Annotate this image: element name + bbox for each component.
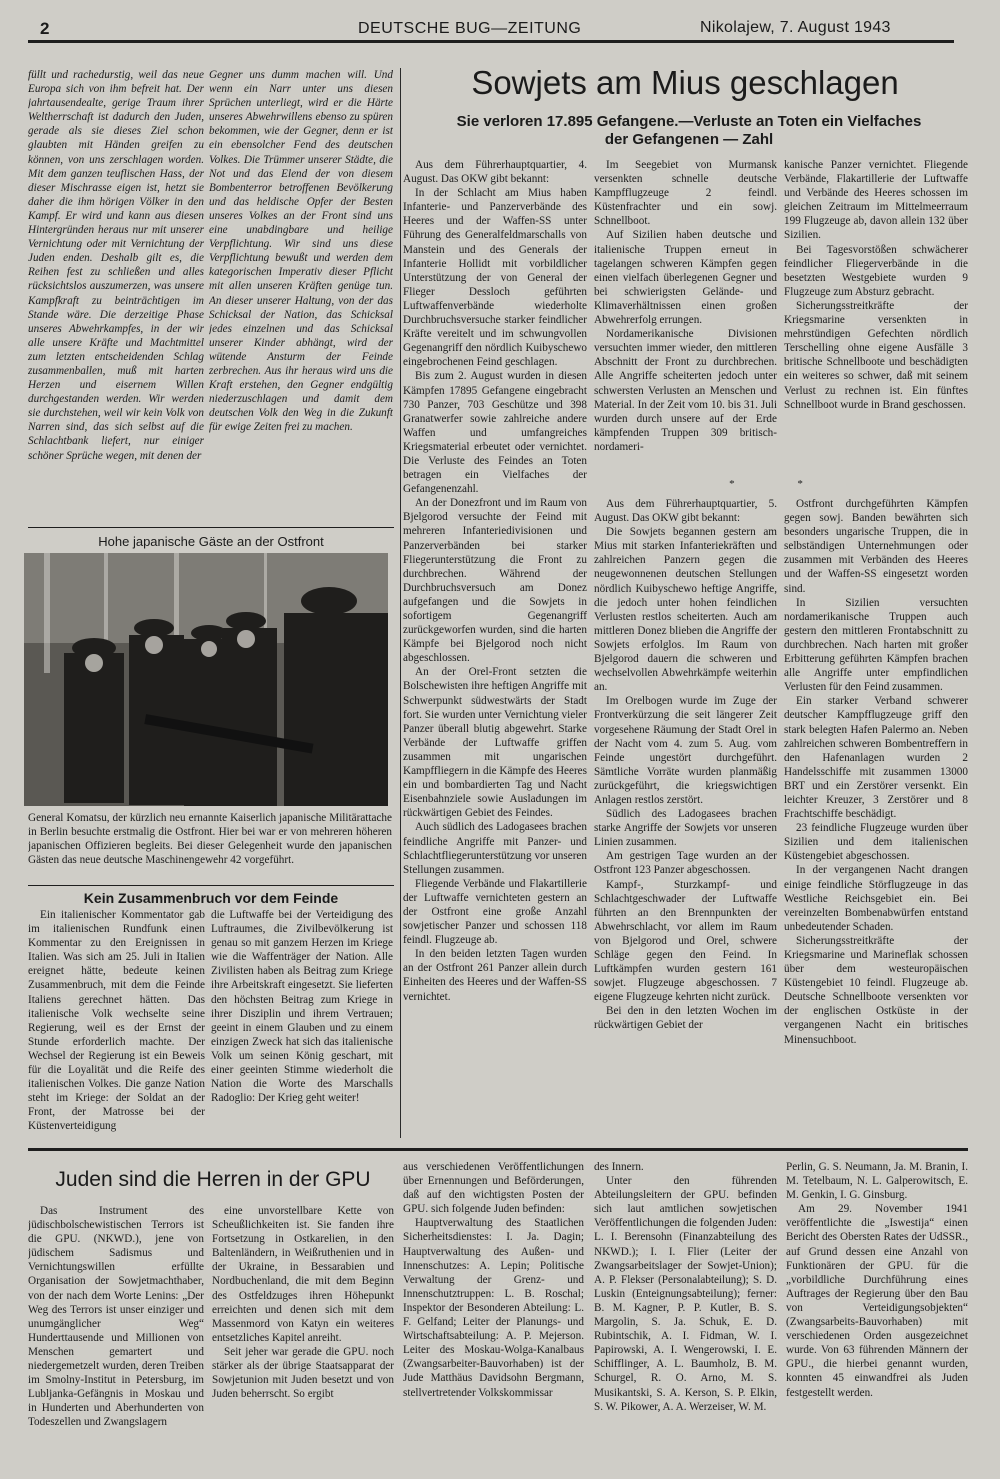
section-rule: [28, 1148, 968, 1151]
editorial-column-2: Gegner uns dumm machen will. Und wenn ein Narr unter uns diesen Sprüchen unterliegt, wird er die Härte unseres Abwehrwillens ebenso zu spüren bekommen, wie der Gegner, denn er ist ein ebensolcher Fend des deutschen Volkes. Die Trümmer unserer Städte, die Not und das Elend der von diesem Bombenterror betroffenen Bevölkerung und das heldische Opfer der Besten unseres Volkes an der Front sind uns eine unabdingbare und heilige Verpflichtung. Wir sind uns diese Verpflichtung bewußt und werden dem kategorischen Imperativ dieser Pflicht mit allen unseren Kräften genüge tun. An dieser unserer Haltung, von der das Schicksal der Nation, das Schicksal jedes einzelnen und das Schicksal unserer Kinder abhängt, wird der wütende Ansturm der Feinde zerbrechen. Aus ihr heraus wird uns die Kraft erstehen, den Gegner endgültig niederzuschlagen und damit dem deutschen Volk den Weg in die Zukunft für ewige Zeiten frei zu machen.: [209, 69, 393, 434]
paragraph: Perlin, G. S. Neumann, Ja. M. Branin, I. M. Tetelbaum, N. L. Galperowitsch, E. M. Genkin, I. G. Ginsburg.: [786, 1161, 968, 1202]
masthead-title: DEUTSCHE BUG—ZEITUNG: [358, 20, 582, 37]
mius-subhead-2: der Gefangenen — Zahl: [604, 131, 774, 148]
paragraph: An der Orel-Front setzten die Bolschewisten ihre heftigen Angriffe mit Schwerpunkt südwestwärts der Stadt fort. Sie wurden unter Vernichtung vieler Panzer überall blutig abgewehrt. Starke Verbände der Luftwaffe griffen zusammen mit ungarischen Kampffliegern in die Kämpfe des Heeres ein und bombardierten Tag und Nacht Eisenbahnziele sowie Ausladungen im rückwärtigen Gebiet des Feindes.: [403, 666, 587, 820]
paragraph: Kampf-, Sturzkampf- und Schlachtgeschwader der Luftwaffe führten an den Brennpunkten der Abwehrschlacht, vor allem im Raum von Bjelgorod und Orel, schwere Schläge gegen den Feind. In Luftkämpfen wurden gestern 161 sowjet. Flugzeuge abgeschossen. 7 eigene Flugzeuge kehrten nicht zurück.: [594, 878, 777, 1004]
column-divider: [400, 68, 401, 1138]
gpu-column-2: [212, 1204, 394, 1469]
page-number: 2: [40, 19, 50, 38]
paragraph: In Sizilien versuchten nordamerikanische Truppen auch gestern den mittleren Frontabschnitt zu durchbrechen. Nach harten mit großer Erbitterung geführten Kämpfen brachen alle Angriffe unter empfindlichen Verlusten für den Feind zusammen.: [784, 596, 968, 694]
paragraph: Fliegende Verbände und Flakartillerie der Luftwaffe vernichteten gestern an der Ostfront eine große Anzahl sowjetischer Panzer und schossen 118 feindl. Flugzeuge ab.: [403, 877, 587, 947]
paragraph: Auch südlich des Ladogasees brachen feindliche Angriffe mit Panzer- und Schlachtfliegerunterstützung vor unseren Stellungen zusammen.: [403, 821, 587, 876]
paragraph: Ostfront durchgeführten Kämpfen gegen sowj. Banden bewährten sich besonders ungarische Truppen, die in selbständigen Unternehmungen oder zusammen mit Verbänden des Heeres und der Waffen-SS eingesetzt worden sind.: [784, 498, 968, 595]
paragraph: Südlich des Ladogasees brachen starke Angriffe der Sowjets vor unseren Linien zusammen.: [594, 808, 777, 849]
paragraph: Bis zum 2. August wurden in diesen Kämpfen 17895 Gefangene eingebracht 730 Panzer, 703 Geschütze und 398 Granatwerfer sowie zahlreiche andere Waffen und umfangreiches Kriegsmaterial erbeutet oder vernichtet. Die Verluste des Feindes an Toten betragen ein Vielfaches der Gefangenenzahl.: [403, 370, 587, 496]
paragraph: kanische Panzer vernichtet. Fliegende Verbände, Flakartillerie der Luftwaffe und Verbände des Heeres schossen im gleichen Zeitraum im Mittelmeerraum 199 Flugzeuge ab, davon allein 132 über Sizilien.: [784, 159, 968, 242]
mius-column-c-bottom: [784, 497, 968, 1141]
paragraph: Am gestrigen Tage wurden an der Ostfront 123 Panzer abgeschossen.: [594, 850, 777, 877]
kein-headline: Kein Zusammenbruch vor dem Feinde: [83, 890, 339, 906]
paragraph: Bei den in den letzten Wochen im rückwärtigen Gebiet der: [594, 1005, 777, 1032]
kein-column-b: die Luftwaffe bei der Verteidigung des Luftraumes, die Zivilbevölkerung ist genau so mit ganzem Herzen im Kriege wie die Waffenträger der Nation. Alle Zivilisten haben als Beitrag zum Kriege ihre Arbeitskraft eingesetzt. Sie lieferten den höchsten Beitrag zum Kriege in ihrer Disziplin und ihrem Vertrauen; geeint in einem Glauben und zu einem einzigen Zweck hat sich das italienische Volk um seinen König geschart, mit einer geeinten Stimme wiederholt die Nation die Worte des Marschalls Radoglio: Der Krieg geht weiter!: [211, 909, 393, 1105]
gpu-column-5: [786, 1160, 968, 1469]
paragraph: Das Instrument des jüdischbolschewistischen Terrors ist die GPU. (NKWD.), jene von jüdischem Sadismus und Vernichtungswillen erfüllte Organisation der Sowjetmachthaber, von der nach dem Worte Lenins: „Der Weg des Terrors ist unser einziger und unumgänglicher Weg“ Hunderttausende und Millionen von Menschen gemartert und niedergemetzelt wurden, deren Treiben im Smolny-Institut in Petersburg, im Lubljanka-Gefängnis in Moskau und in Hunderten und Aberhunderten von Todeszellen und Zwangslagern: [28, 1205, 204, 1429]
paragraph: An der Donezfront und im Raum von Bjelgorod versuchte der Feind mit mehreren Infanteriedivisionen und Panzerverbänden bei starker Fliegerunterstützung die Front zu durchbrechen. Während der Durchbruchsversuch am Donez aufgefangen und die Sowjets in sofortigem Gegenangriff zurückgeworfen wurden, sind die harten Kämpfe bei Bjelgorod noch nicht abgeschlossen.: [403, 497, 587, 665]
paragraph: Im Seegebiet von Murmansk versenkten schnelle deutsche Kampfflugzeuge 2 feindl. Küstenfrachter und ein sowj. Schnellboot.: [594, 159, 777, 228]
mius-subhead-1: Sie verloren 17.895 Gefangene.—Verluste an Toten ein Vielfaches: [456, 113, 922, 130]
paragraph: Hauptverwaltung des Staatlichen Sicherheitsdienstes: I. Ja. Dagin; Hauptverwaltung des Außen- und Innenschutzes: A. Lepin; Politische Verwaltung der Grenz- und Innenschutztruppen: L. B. Roschal; Inspektor der Besonderen Abteilung: L. F. Gelfand; Leiter der Planungs- und Wirtschaftsabteilung: A. P. Mejerson. Leiter des Moskau-Wolga-Kanalbaus (Zwangsarbeiter-Bauvorhaben) ist der Jude Matthäus Davidsohn Bergmann, stellvertretender Volkskommissar: [403, 1217, 584, 1399]
gpu-column-1: [28, 1204, 204, 1469]
paragraph: 23 feindliche Flugzeuge wurden über Sizilien und dem italienischen Küstengebiet abgeschossen.: [784, 822, 968, 863]
paragraph: Ein starker Verband schwerer deutscher Kampfflugzeuge griff den stark belegten Hafen Palermo an. Neben zahlreichen schweren Bombentreffern in den Hafenanlagen wurden 2 Handelsschiffe mit zusammen 13000 BRT und ein Zerstörer versenkt. Ein leichter Kreuzer, 3 Zerstörer und 8 Frachtschiffe beschädigt.: [784, 695, 968, 821]
paragraph: Nordamerikanische Divisionen versuchten immer wieder, den mittleren Abschnitt der Front zu durchbrechen. Alle Angriffe scheiterten jedoch unter schwersten Verlusten an Menschen und Material. In der Zeit vom 10. bis 31. Juli wurden durch unsere auf der Erde kämpfenden Truppen 309 britisch-nordameri-: [594, 328, 777, 453]
photo-caption: General Komatsu, der kürzlich neu ernannte Kaiserlich japanische Militärattache in Berlin besuchte erstmalig die Ostfront. Hier bei war er von mehreren höheren japanischen Offizieren begleits. Bei dieser Gelegenheit wurde den japanischen Gästen das neue deutsche Maschinengewehr 42 vorgeführt.: [28, 812, 392, 866]
photo-title: Hohe japanische Gäste an der Ostfront: [98, 534, 324, 549]
kein-top-rule: [28, 885, 394, 886]
paragraph: Auf Sizilien haben deutsche und italienische Truppen erneut in tagelangen schweren Kämpfen gegen einen vielfach überlegenen Gegner und bei schwierigsten Gelände- und Klimaverhältnissen einen großen Abwehrerfolg errungen.: [594, 229, 777, 327]
paragraph: In der Schlacht am Mius haben Infanterie- und Panzerverbände des Heeres und der Waffen-SS unter Führung des Generalfeldmarschalls von Manstein und des Generals der Infanterie Hollidt mit vorbildlicher Unterstützung der von General der Flieger Dessloch geführten Luftwaffenverbände wiederholte Durchbruchsversuche starker feindlicher Kräfte vereitelt und im schwungvollen Gegenangriff den nördlich Kuibyschewo eingebrochenen Feind geschlagen.: [403, 187, 587, 369]
paragraph: Am 29. November 1941 veröffentlichte die „Iswestija“ einen Bericht des Obersten Rates der UdSSR., auf Grund dessen eine Anzahl von Funktionären der GPU. für die „vorbildliche Durchführung eines Auftrages der Regierung über den Bau von Verteidigungsobjekten“ (Zwangsarbeits-Bauvorhaben) mit verschiedenen Orden ausgezeichnet wurde. Von 63 führenden Männern der GPU., die hierbei genannt wurden, konnten 45 einwandfrei als Juden festgestellt werden.: [786, 1203, 968, 1399]
paragraph: In den beiden letzten Tagen wurden an der Ostfront 261 Panzer allein durch Einheiten des Heeres und der Waffen-SS vernichtet.: [403, 948, 587, 1003]
masthead-rule: [28, 40, 954, 43]
gpu-headline: Juden sind die Herren in der GPU: [55, 1168, 371, 1191]
paragraph: In der vergangenen Nacht drangen einige feindliche Störflugzeuge in das Westliche Reichsgebiet ein. Bei vereinzelten Bombenabwürfen entstand unbedeutender Schaden.: [784, 864, 968, 933]
paragraph: Sicherungsstreitkräfte der Kriegsmarine versenkten in mehrstündigen Gefechten nördlich Terschelling ohne eigene Ausfälle 3 britische Schnellboote und beschädigten ein weiteres so schwer, daß mit seinem Verlust zu rechnen ist. Ein fünftes Schnellboot wurde in Brand geschossen.: [784, 299, 968, 411]
masthead-dateline: Nikolajew, 7. August 1943: [700, 19, 891, 36]
bulletin-separator: * *: [729, 478, 833, 490]
gpu-column-4: [594, 1160, 777, 1469]
mius-headline: Sowjets am Mius geschlagen: [471, 64, 899, 101]
paragraph: Sicherungsstreitkräfte der Kriegsmarine und Marineflak schossen über dem westeuropäischen Küstengebiet 10 feindl. Flugzeuge ab. Deutsche Schnellboote versenkten vor der englischen Ostküste in der vergangenen Nacht ein britisches Minensuchboot.: [784, 934, 968, 1046]
officers-photo-icon: [24, 553, 388, 806]
mius-column-b-top: [594, 158, 777, 470]
paragraph: Aus dem Führerhauptquartier, 5. August. Das OKW gibt bekannt:: [594, 498, 777, 525]
paragraph: aus verschiedenen Veröffentlichungen über Ernennungen und Beförderungen, daß auf den wichtigsten Posten der GPU. sich folgende Juden befinden:: [403, 1161, 584, 1216]
paragraph: des Innern.: [594, 1161, 644, 1173]
paragraph: Seit jeher war gerade die GPU. noch stärker als der übrige Staatsapparat der Sowjetunion mit Juden besetzt und von Juden beherrscht. So ergibt: [212, 1345, 394, 1401]
photo-top-rule: [28, 527, 394, 528]
paragraph: Unter den führenden Abteilungsleitern der GPU. befinden sich laut amtlichen sowjetischen Veröffentlichungen die folgenden Juden: L. I. Berensohn (Finanzabteilung des NKWD.); I. I. Flier (Leiter der Zwangsarbeitslager der Sowjet-Union); A. P. Flekser (Personalabteilung); S. D. Luskin (Enteignungsabteilung); ferner: B. M. Kagner, P. P. Kutler, B. S. Margolin, S. Ja. Schuk, E. D. Rubintschik, A. I. Fidman, W. I. Papirowski, A. I. Wengerowski, I. E. Schifflinger, A. L. Baumholz, B. M. Schurgel, R. O. Arno, M. S. Musikantski, S. A. Kerson, S. P. Elkin, S. W. Pikower, A. A. Werzeiser, W. M.: [594, 1175, 777, 1413]
paragraph: Die Sowjets begannen gestern am Mius mit starken Infanteriekräften und zahlreichen Panzern gegen die neugewonnenen deutschen Stellungen nördlich Kuibyschewo heftige Angriffe, die jedoch unter hohen feindlichen Verlusten restlos scheiterten. Auch am mittleren Donez blieben die Angriffe der Sowjets erfolglos. Im Raum von Bjelgorod dauern die schweren und wechselvollen Abwehrkämpfe weiterhin an.: [594, 526, 777, 694]
gpu-column-3: [403, 1160, 584, 1469]
photo-image: [24, 553, 388, 806]
paragraph: Bei Tagesvorstößen schwächerer feindlicher Fliegerverbände in die besetzten Westgebiete wurden 9 Flugzeuge zum Absturz gebracht.: [784, 243, 968, 298]
mius-column-b-bottom: [594, 497, 777, 1141]
mius-column-c-top: [784, 158, 968, 470]
paragraph: Im Orelbogen wurde im Zuge der Frontverkürzung die seit längerer Zeit vorgesehene Räumung der Stadt Orel in der Nacht vom 4. zum 5. Aug. vom Feinde ungestört durchgeführt. Sämtliche Vorräte wurden planmäßig zurückgeführt, die kriegswichtigen Anlagen restlos zerstört.: [594, 695, 777, 806]
editorial-column-1: füllt und rachedurstig, weil das neue Europa sich von ihm befreit hat. Der jahrtausendealte, gerige Traum ihrer Weltherrschaft ist dadurch den Juden, gerade als sie dieses Ziel schon glaubten mit Händen greifen zu können, von uns zerschlagen worden. Mit dem ganzen teuflischen Hass, der dieser Mischrasse eigen ist, hetzt sie daher die ihm hörigen Völker in den Kampf. Er wird und kann aus diesen Hintergründen heraus nur mit unserer Vernichtung oder mit Vernichtung der Juden enden. Deshalb gilt es, die Reihen fest zu schließen und alles rücksichtslos auszumerzen, was unsere Kampfkraft zu beinträchtigen im Stande wäre. Die derzeitige Phase unseres Abwehrkampfes, in der wir alle unsere Kräfte und Machtmittel zum letzten entscheidenden Schlag zusammenballen, muß mit harten Herzen und eisernem Willen durchgestanden werden. Wir werden sie durchstehen, weil wir kein Volk von Narren sind, das sich selbst auf die Schlachtbank liefert, nur einiger schöner Sprüche wegen, mit denen der: [28, 69, 204, 462]
paragraph: Aus dem Führerhauptquartier, 4. August. Das OKW gibt bekannt:: [403, 159, 587, 186]
mius-column-a: [403, 158, 587, 1138]
kein-column-a: Ein italienischer Kommentator gab im italienischen Rundfunk einen Kommentar zu den Ereignissen in Italien. Was sich am 25. Juli in Italien ereignet hätte, bedeute keinen Zusammenbruch, mit dem die Feinde Italiens gerechnet hätten. Das italienische Volk wechselte seine Regierung, weil es der Ernst der Stunde erforderlich machte. Der Wechsel der Regierung ist ein Beweis für die Loyalität und die Reife des italienischen Volkes. Die ganze Nation steht im Kriege: der Soldat an der Front, der Matrosse bei der Küstenverteidigung: [28, 909, 205, 1133]
paragraph: eine unvorstellbare Kette von Scheußlichkeiten ist. Sie fanden ihre Fortsetzung in Ostkarelien, in den Baltenländern, in Weißruthenien und in der Ukraine, in Bessarabien und Nordbuchenland, die mit dem Beginn des Ostfeldzuges ihren Höhepunkt erreichten und denen sich mit dem Massenmord von Katyn ein weiteres entsetzliches Kapitel anreiht.: [212, 1205, 394, 1344]
